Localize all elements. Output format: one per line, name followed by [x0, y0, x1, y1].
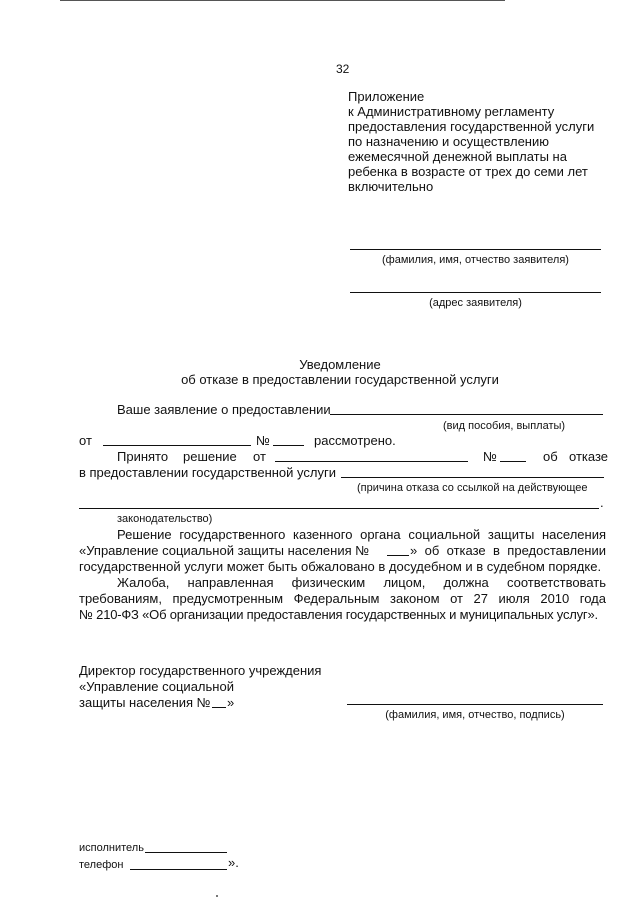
- director-line-3: защиты населения №: [79, 695, 211, 710]
- decision-word: от: [253, 449, 266, 464]
- paragraph-1-line-1: Решение государственного казенного органа социальной защиты населения: [117, 527, 606, 542]
- notice-title: Уведомление: [299, 357, 381, 372]
- paragraph-2-line-2: требованиям, предусмотренным Федеральным законом от 27 июля 2010 года: [79, 591, 606, 606]
- scan-speck: [216, 895, 218, 897]
- from-label: от: [79, 433, 92, 448]
- number-sign: №: [256, 433, 270, 448]
- application-number-line: [273, 445, 304, 446]
- benefit-type-caption: (вид пособия, выплаты): [443, 420, 566, 432]
- refusal-reason-caption: (причина отказа со ссылкой на действующее: [357, 482, 588, 494]
- application-text: Ваше заявление о предоставлении: [117, 402, 331, 417]
- paragraph-2-line-3: № 210-ФЗ «Об организации предоставления государственных и муниципальных услуг».: [79, 607, 598, 622]
- period: .: [600, 495, 604, 510]
- applicant-name-caption: (фамилия, имя, отчество заявителя): [382, 254, 569, 266]
- appendix-block: [348, 89, 608, 194]
- appendix-line: по назначению и осуществлению: [348, 134, 549, 149]
- decision-word: Принято: [117, 449, 169, 464]
- considered-text: рассмотрено.: [314, 433, 396, 448]
- in-provision-text: в предоставлении государственной услуги: [79, 465, 336, 480]
- paragraph-1-line-2b: » об отказе в предоставлении: [410, 543, 606, 558]
- paragraph-1-line-2a: «Управление социальной защиты населения №: [79, 543, 370, 558]
- appendix-line: ребенка в возрасте от трех до семи лет: [348, 164, 588, 179]
- decision-word: решение: [183, 449, 237, 464]
- legislation-caption: законодательство): [117, 513, 213, 525]
- decision-number-line: [500, 461, 526, 462]
- executor-line: [145, 852, 227, 853]
- phone-suffix: ».: [228, 855, 239, 870]
- paragraph-1-line-3: государственной услуги может быть обжаловано в досудебном и в судебном порядке.: [79, 559, 602, 574]
- applicant-name-line: [350, 249, 601, 250]
- refusal-reason-line-2: [79, 508, 599, 509]
- application-date-line: [103, 445, 251, 446]
- executor-label: исполнитель: [79, 842, 144, 854]
- appendix-line: Приложение: [348, 89, 425, 104]
- phone-label: телефон: [79, 859, 124, 871]
- refusal-reason-line: [341, 477, 604, 478]
- applicant-address-caption: (адрес заявителя): [429, 297, 522, 309]
- phone-line: [130, 869, 227, 870]
- notice-subtitle: об отказе в предоставлении государственной услуги: [181, 372, 499, 387]
- director-department-number-line: [212, 707, 226, 708]
- decision-date-line: [275, 461, 468, 462]
- director-line-1: Директор государственного учреждения: [79, 663, 322, 678]
- appendix-line: к Административному регламенту: [348, 104, 555, 119]
- decision-number-sign: №: [483, 449, 497, 464]
- signature-line: [347, 704, 603, 705]
- refusal-word: отказе: [569, 449, 608, 464]
- appendix-line: включительно: [348, 179, 434, 194]
- director-line-2: «Управление социальной: [79, 679, 234, 694]
- director-suffix: »: [227, 695, 235, 710]
- appendix-line: предоставления государственной услуги: [348, 119, 595, 134]
- appendix-line: ежемесячной денежной выплаты на: [348, 149, 567, 164]
- paragraph-2-line-1: Жалоба, направленная физическим лицом, должна соответствовать: [117, 575, 606, 590]
- applicant-address-line: [350, 292, 601, 293]
- signature-caption: (фамилия, имя, отчество, подпись): [385, 709, 565, 721]
- refusal-word: об: [543, 449, 558, 464]
- top-rule: [60, 0, 505, 1]
- benefit-type-line: [330, 414, 603, 415]
- department-number-line: [387, 555, 409, 556]
- page-number: 32: [336, 62, 350, 76]
